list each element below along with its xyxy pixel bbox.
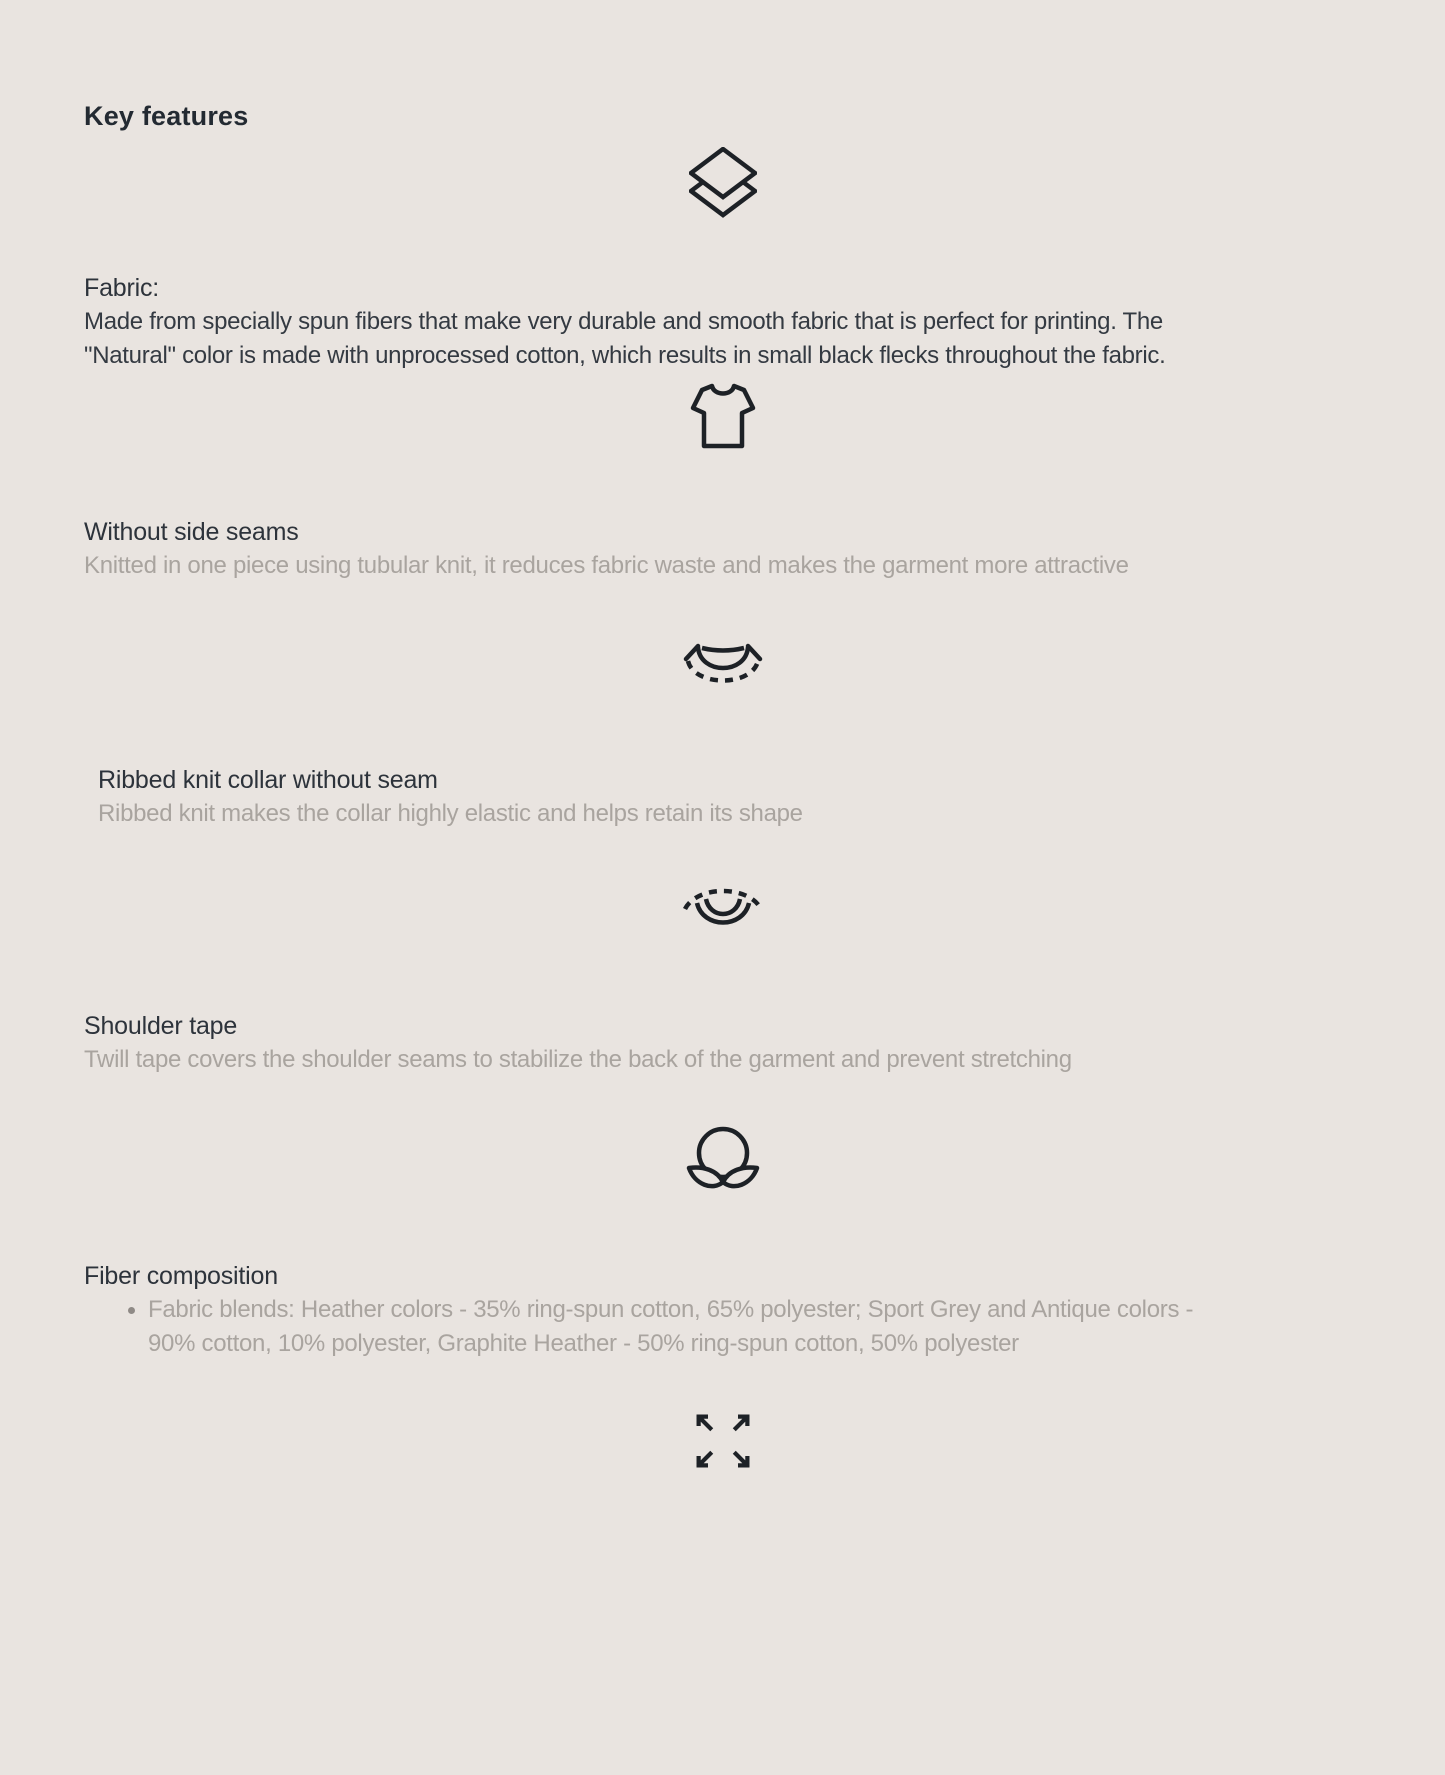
feature-description: Made from specially spun fibers that make very durable and smooth fabric that is perfect for printing. The "Natural" color is made with unprocessed cotton, which results in small black flecks throughout the fabric. <box>84 308 1166 369</box>
page-title: Key features <box>84 101 249 131</box>
feature-fabric <box>84 271 1361 373</box>
feature-title: Without side seams <box>84 518 299 546</box>
shoulder-tape-icon <box>84 881 1361 935</box>
feature-shoulder-tape <box>84 1009 1361 1077</box>
tshirt-icon <box>84 381 1361 451</box>
feature-title: Shoulder tape <box>84 1012 238 1040</box>
feature-description: Ribbed knit makes the collar highly elastic and helps retain its shape <box>98 800 803 827</box>
feature-description: Knitted in one piece using tubular knit, it reduces fabric waste and makes the garment more attractive <box>84 552 1129 579</box>
feature-title: Ribbed knit collar without seam <box>98 766 438 794</box>
fiber-composition-list <box>84 1293 1361 1361</box>
feature-title: Fabric: <box>84 274 160 302</box>
feature-title: Fiber composition <box>84 1262 278 1290</box>
expand-arrows-icon <box>84 1411 1361 1471</box>
feature-fiber-composition <box>84 1259 1361 1361</box>
cotton-icon <box>84 1123 1361 1201</box>
layers-icon <box>84 147 1361 219</box>
feature-ribbed-collar <box>98 763 1361 831</box>
feature-without-side-seams <box>84 515 1361 583</box>
ribbed-collar-icon <box>84 637 1361 695</box>
fiber-composition-item: • Fabric blends: Heather colors - 35% ring-spun cotton, 65% polyester; Sport Grey and Antique colors - 90% cotton, 10% polyester, Graphite Heather - 50% ring-spun cotton, 50% polyester <box>148 1293 1208 1361</box>
feature-description: Twill tape covers the shoulder seams to stabilize the back of the garment and prevent stretching <box>84 1046 1072 1073</box>
